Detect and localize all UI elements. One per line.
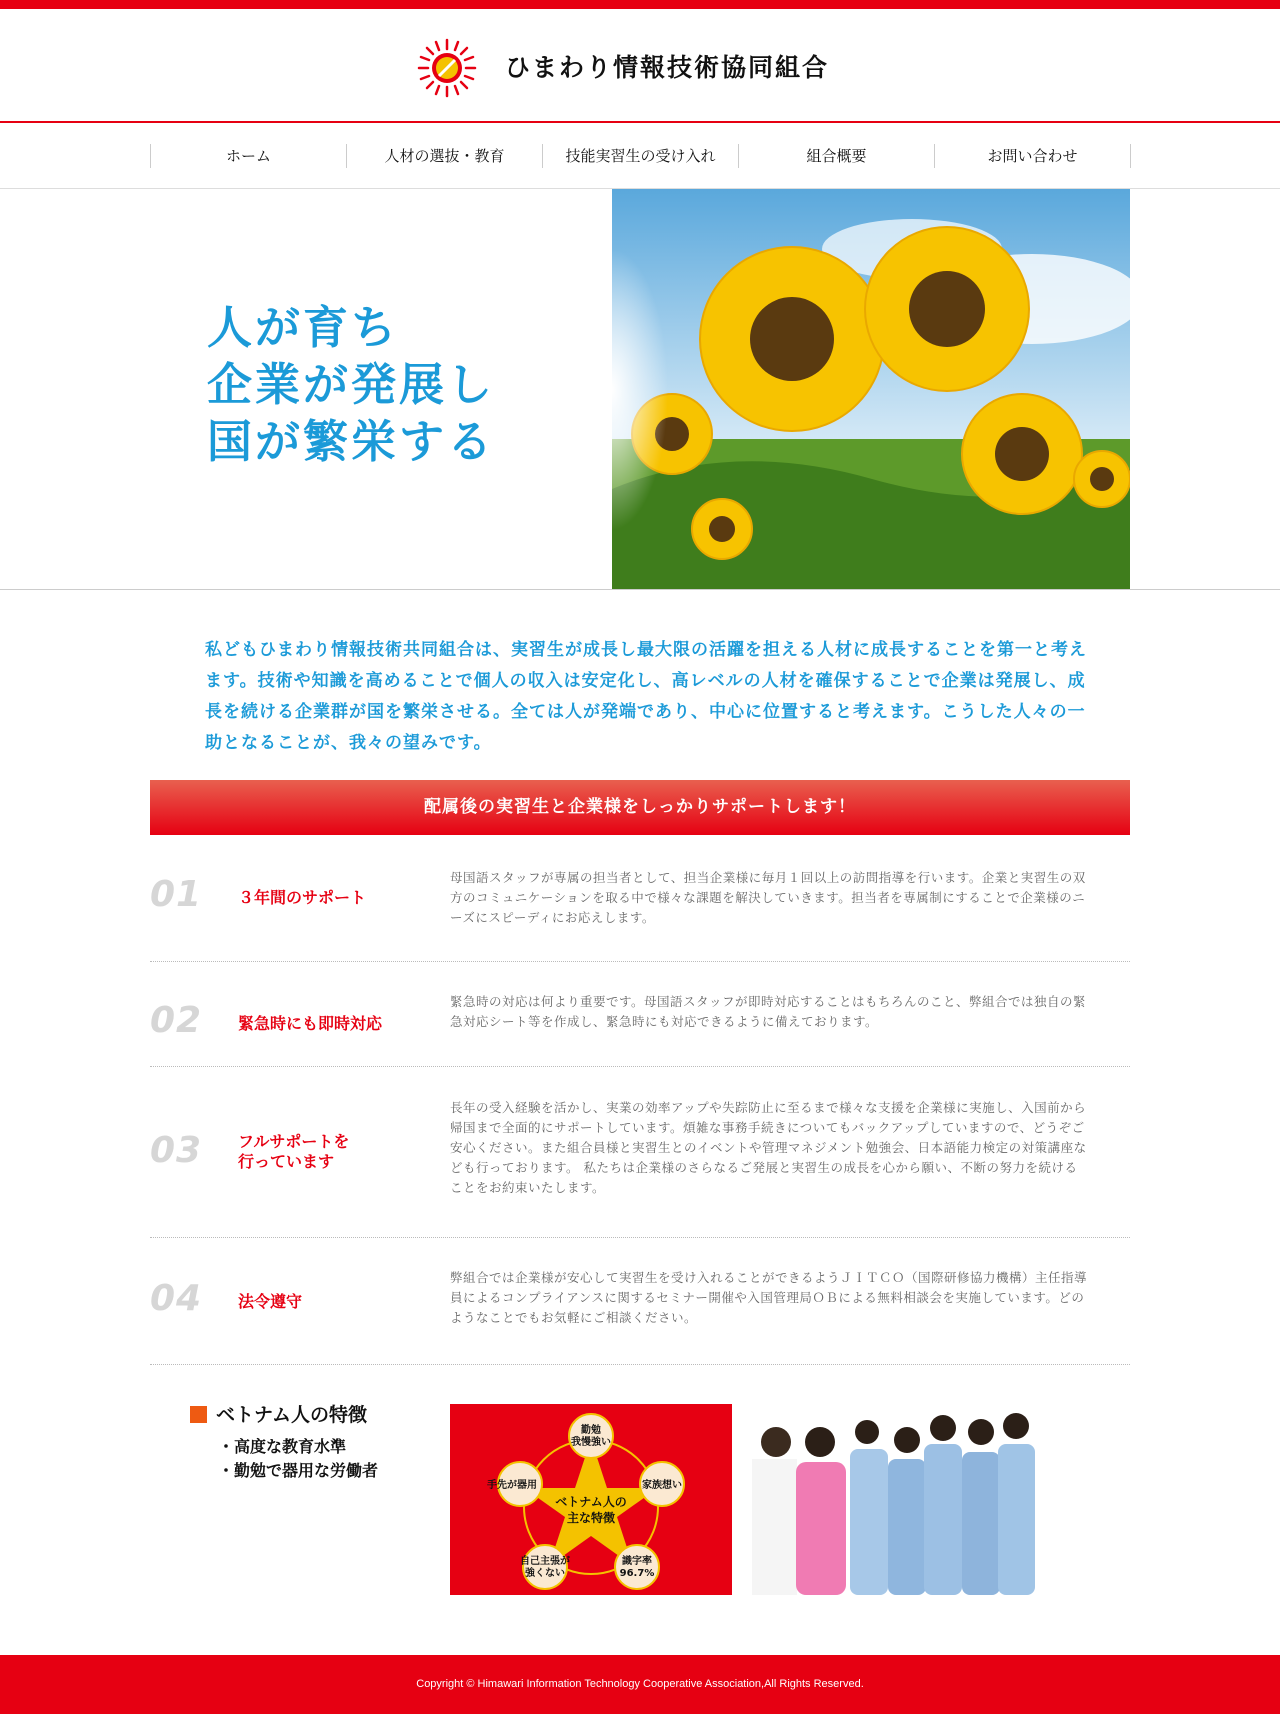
vietnam-heading	[190, 1400, 367, 1427]
hero-line-3: 国が繁栄する	[207, 415, 496, 468]
vietnam-point: ・ 勤勉で器用な労働者	[218, 1459, 378, 1483]
support-banner: 配属後の実習生と企業様をしっかりサポートします！	[150, 780, 1130, 835]
hero-tagline	[207, 299, 495, 470]
feature-number: 03	[150, 1130, 203, 1171]
trainees-group-photo	[752, 1404, 1035, 1595]
hero-section	[0, 189, 1280, 590]
feature-description: 長年の受入経験を活かし、実業の効率アップや失踪防止に至るまで様々な支援を企業様に実施し、入国前から帰国まで全面的にサポートしています。煩雑な事務手続きについてもバックアップしていますので、どうぞご安心ください。また組合員様と実習生とのイベントや管理マネジメント勉強会、日本語能力検定の対策講座なども行っております。 私たちは企業様のさらなるご発展と実習生の成長を心から願い、不断の努力を続けることをお約束いたします。	[450, 1100, 1087, 1195]
group-photo-image	[752, 1404, 1035, 1595]
vietnam-point: ・ 高度な教育水準	[218, 1435, 378, 1459]
traits-star-graphic	[450, 1404, 732, 1595]
trait-bottom-left-line-1: 自己主張が	[520, 1556, 570, 1567]
sunflower-field-image	[612, 189, 1130, 590]
diagram-center-line-1: ベトナム人の	[555, 1495, 627, 1509]
nav-item-contact[interactable]: お問い合わせ	[934, 144, 1131, 168]
site-footer	[0, 1655, 1280, 1714]
nav-item-home[interactable]: ホーム	[150, 144, 346, 168]
feature-divider	[150, 1364, 1130, 1365]
diagram-center-line-2: 主な特徴	[566, 1511, 616, 1525]
nav-item-about[interactable]: 組合概要	[738, 144, 934, 168]
sunflower-logo-icon	[417, 38, 477, 98]
hero-line-2: 企業が発展し	[207, 358, 496, 411]
nav-item-trainee-acceptance[interactable]: 技能実習生の受け入れ	[542, 144, 738, 168]
vietnam-points	[218, 1435, 378, 1483]
feature-description: 緊急時の対応は何より重要です。母国語スタッフが即時対応することはもちろんのこと、弊組合では独自の緊急対応シート等を作成し、緊急時にも対応できるように備えております。	[450, 994, 1087, 1029]
vietnam-heading-text: ベトナム人の特徴	[216, 1404, 368, 1426]
trait-bottom-right-line-2: 96.7%	[619, 1568, 655, 1579]
vietnam-traits-diagram	[450, 1404, 732, 1595]
top-accent-bar	[0, 0, 1280, 9]
feature-number: 04	[150, 1278, 203, 1319]
trait-left: 手先が器用	[487, 1480, 537, 1491]
hero-line-1: 人が育ち	[207, 301, 400, 354]
nav-item-selection-education[interactable]: 人材の選抜・教育	[346, 144, 542, 168]
feature-description: 母国語スタッフが専属の担当者として、担当企業様に毎月１回以上の訪問指導を行います。企業と実習生の双方のコミュニケーションを取る中で様々な課題を解決していきます。担当者を専属制にすることで企業様のニーズにスピーディにお応えします。	[450, 870, 1086, 925]
trait-bottom-left-line-2: 強くない	[525, 1568, 565, 1579]
feature-title: フルサポートを 行っています	[238, 1132, 350, 1171]
trait-right: 家族想い	[642, 1480, 682, 1491]
feature-number: 02	[150, 1000, 203, 1041]
feature-title: ３年間のサポート	[238, 888, 367, 907]
copyright-text: Copyright © Himawari Information Technology Cooperative Association,All Rights Reserved.	[416, 1678, 864, 1690]
feature-divider	[150, 1237, 1130, 1238]
site-title: ひまわり情報技術協同組合	[505, 53, 830, 82]
trait-top-line-2: 我慢強い	[571, 1437, 611, 1448]
feature-title: 緊急時にも即時対応	[238, 1014, 383, 1033]
feature-number: 01	[150, 874, 203, 915]
global-nav	[150, 123, 1130, 189]
feature-divider	[150, 961, 1130, 962]
square-bullet-icon	[190, 1406, 207, 1423]
hero-divider	[0, 589, 1280, 590]
site-header	[0, 9, 1280, 121]
site-logo[interactable]	[417, 34, 897, 104]
feature-title: 法令遵守	[238, 1292, 303, 1311]
trait-top-line-1: 勤勉	[581, 1425, 601, 1436]
trait-bottom-right-line-1: 識字率	[622, 1556, 652, 1567]
feature-divider	[150, 1066, 1130, 1067]
intro-text: 私どもひまわり情報技術共同組合は、実習生が成長し最大限の活躍を担える人材に成長することを第一と考えます。技術や知識を高めることで個人の収入は安定化し、高レベルの人材を確保することで企業は発展し、成長を続ける企業群が国を繁栄させる。全ては人が発端であり、中心に位置すると考えます。こうした人々の一助となることが、我々の望みです。	[205, 640, 1087, 753]
feature-description: 弊組合では企業様が安心して実習生を受け入れることができるようＪＩＴＣＯ（国際研修協力機構）主任指導員によるコンプライアンスに関するセミナー開催や入国管理局ＯＢによる無料相談会を実施しています。どのようなことでもお気軽にご相談ください。	[450, 1270, 1088, 1325]
